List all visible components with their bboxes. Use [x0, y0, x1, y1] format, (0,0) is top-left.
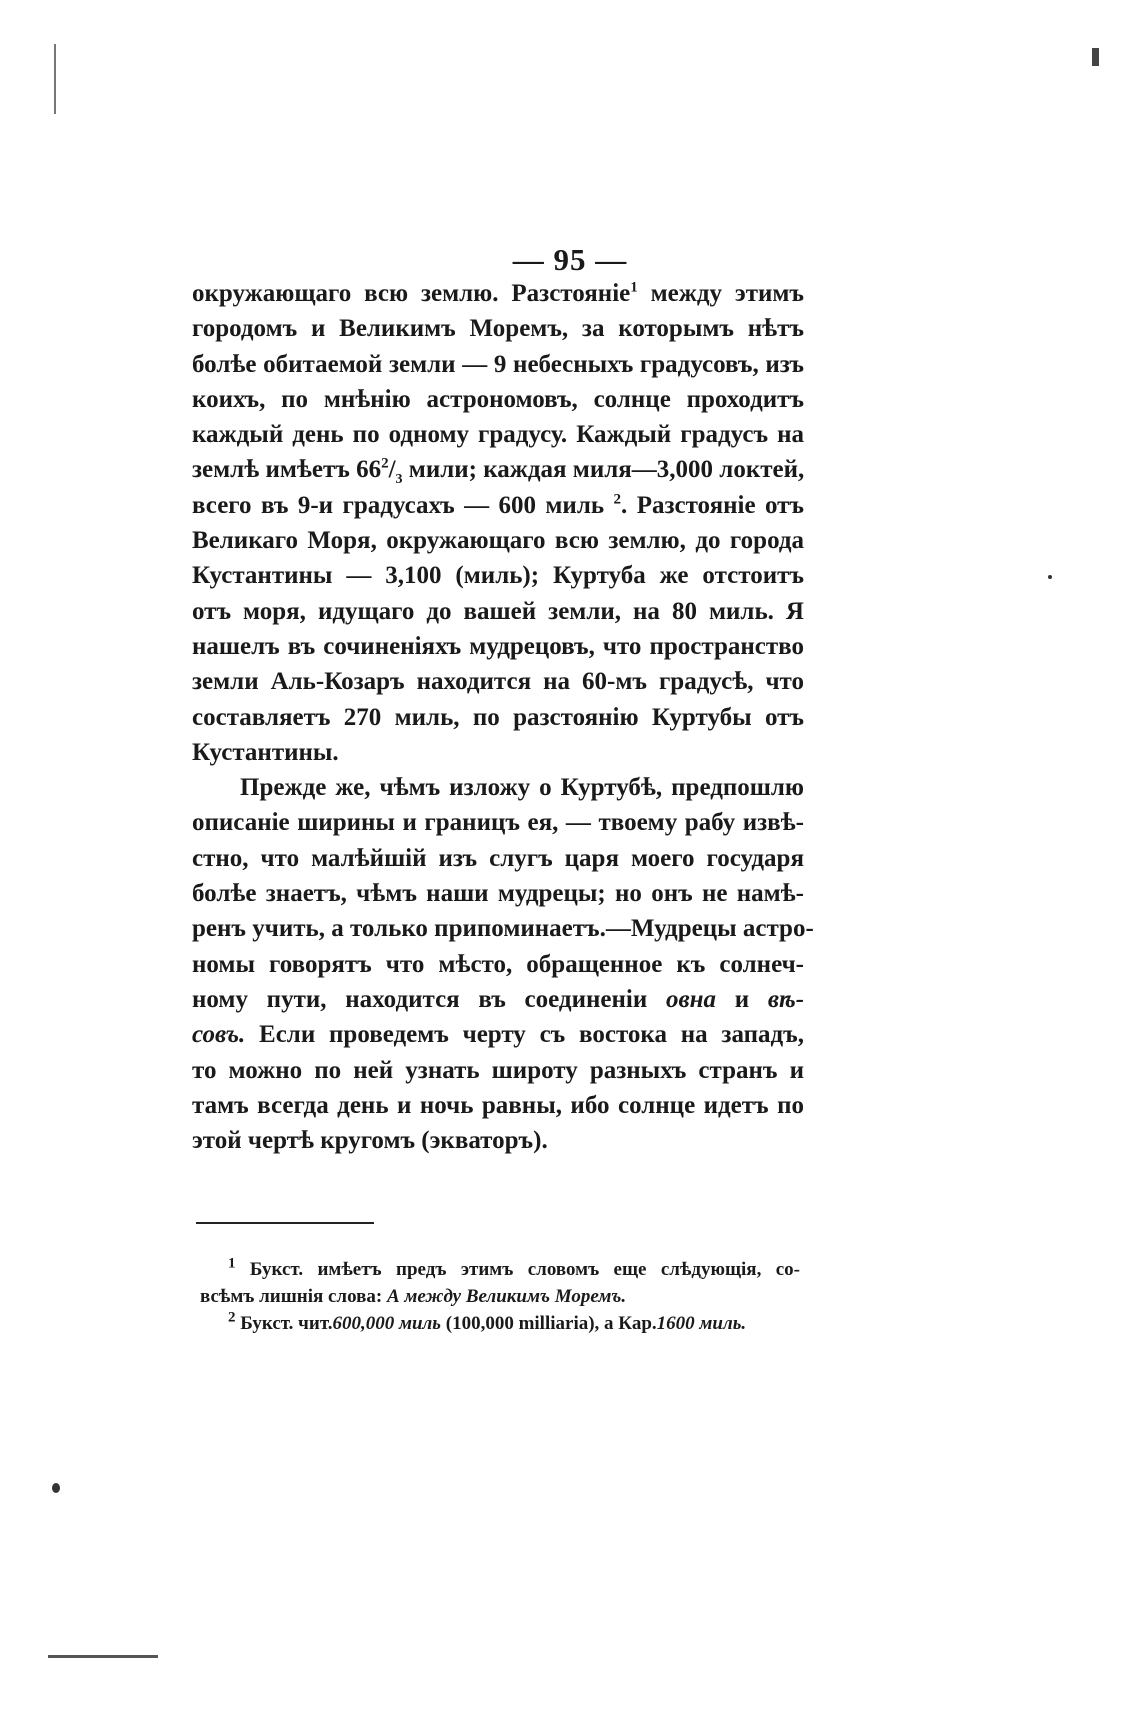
scan-speck — [52, 1483, 60, 1493]
text-line: описаніе ширины и границъ ея, — твоему рабу извѣ- — [192, 809, 804, 837]
scan-mark — [48, 1655, 158, 1658]
footnote-ref: 1 — [630, 279, 638, 296]
text-line: земли Аль-Козаръ находится на 60-мъ градусѣ, что — [192, 668, 804, 696]
scan-mark — [54, 44, 56, 114]
text-line: всего въ 9-и градусахъ — 600 миль $^2$. Разстояніе отъ — [192, 491, 804, 519]
text-line: коихъ, по мнѣнію астрономовъ, солнце проходитъ — [192, 385, 804, 413]
text-line: ному пути, находится въ соединеніи овна и вѣ- — [192, 985, 805, 1013]
text-line: тамъ всегда день и ночь равны, ибо солнце идетъ по — [192, 1091, 804, 1119]
text-line: Великаго Моря, окружающаго всю землю, до города — [192, 527, 804, 555]
text-line: составляетъ 270 миль, по разстоянію Куртубы отъ — [192, 703, 804, 731]
text-line: этой чертѣ кругомъ (экваторъ). — [192, 1127, 548, 1155]
footnote-1-cont: всѣмъ лишнія слова: А между Великимъ Моремъ. — [200, 1286, 627, 1307]
text-line: каждый день по одному градусу. Каждый градусъ на — [192, 421, 804, 449]
text-line: болѣе обитаемой земли — 9 небесныхъ градусовъ, изъ — [192, 350, 804, 378]
text-line: окружающаго всю землю. Разстояніе$^1$ между этимъ — [192, 279, 804, 307]
text-line: землѣ имѣетъ $66^2/_3$ мили; каждая миля—3,000 локтей, — [192, 456, 805, 488]
text-line: то можно по ней узнать широту разныхъ странъ и — [192, 1056, 804, 1084]
text-line: Кустантины. — [192, 738, 339, 766]
text-line: нашелъ въ сочиненіяхъ мудрецовъ, что пространство — [192, 632, 804, 660]
text-line: болѣе знаетъ, чѣмъ наши мудрецы; но онъ не намѣ- — [192, 880, 804, 908]
main-text — [192, 276, 814, 1158]
text-line: ренъ учить, а только припоминаетъ.—Мудрецы астро- — [192, 915, 814, 943]
text-line: отъ моря, идущаго до вашей земли, на 80 миль. Я — [192, 597, 804, 625]
text-line: Прежде же, чѣмъ изложу о Куртубѣ, предпошлю — [240, 774, 804, 802]
page-number: — 95 — — [512, 242, 628, 277]
text-line: Кустантины — 3,100 (миль); Куртуба же отстоитъ — [192, 562, 804, 590]
footnote-separator — [196, 1222, 374, 1224]
scan-mark — [1092, 48, 1099, 66]
footnotes — [200, 1256, 800, 1337]
text-line: номы говорятъ что мѣсто, обращенное къ солнеч- — [192, 950, 804, 978]
footnote-2: $^2$ Букст. чит.600,000 миль (100,000 milliaria), а Кар.1600 миль. — [228, 1309, 747, 1334]
footnote-1: $^1$ Букст. имѣетъ предъ этимъ словомъ еще слѣдующія, со- — [228, 1255, 801, 1280]
text-line: совъ. Если проведемъ черту съ востока на западъ, — [192, 1021, 804, 1049]
scan-speck — [1048, 575, 1052, 579]
footnote-ref: 2 — [613, 491, 622, 508]
text-line: городомъ и Великимъ Моремъ, за которымъ нѣтъ — [192, 315, 804, 343]
text-line: стно, что малѣйшій изъ слугъ царя моего государя — [192, 844, 804, 872]
